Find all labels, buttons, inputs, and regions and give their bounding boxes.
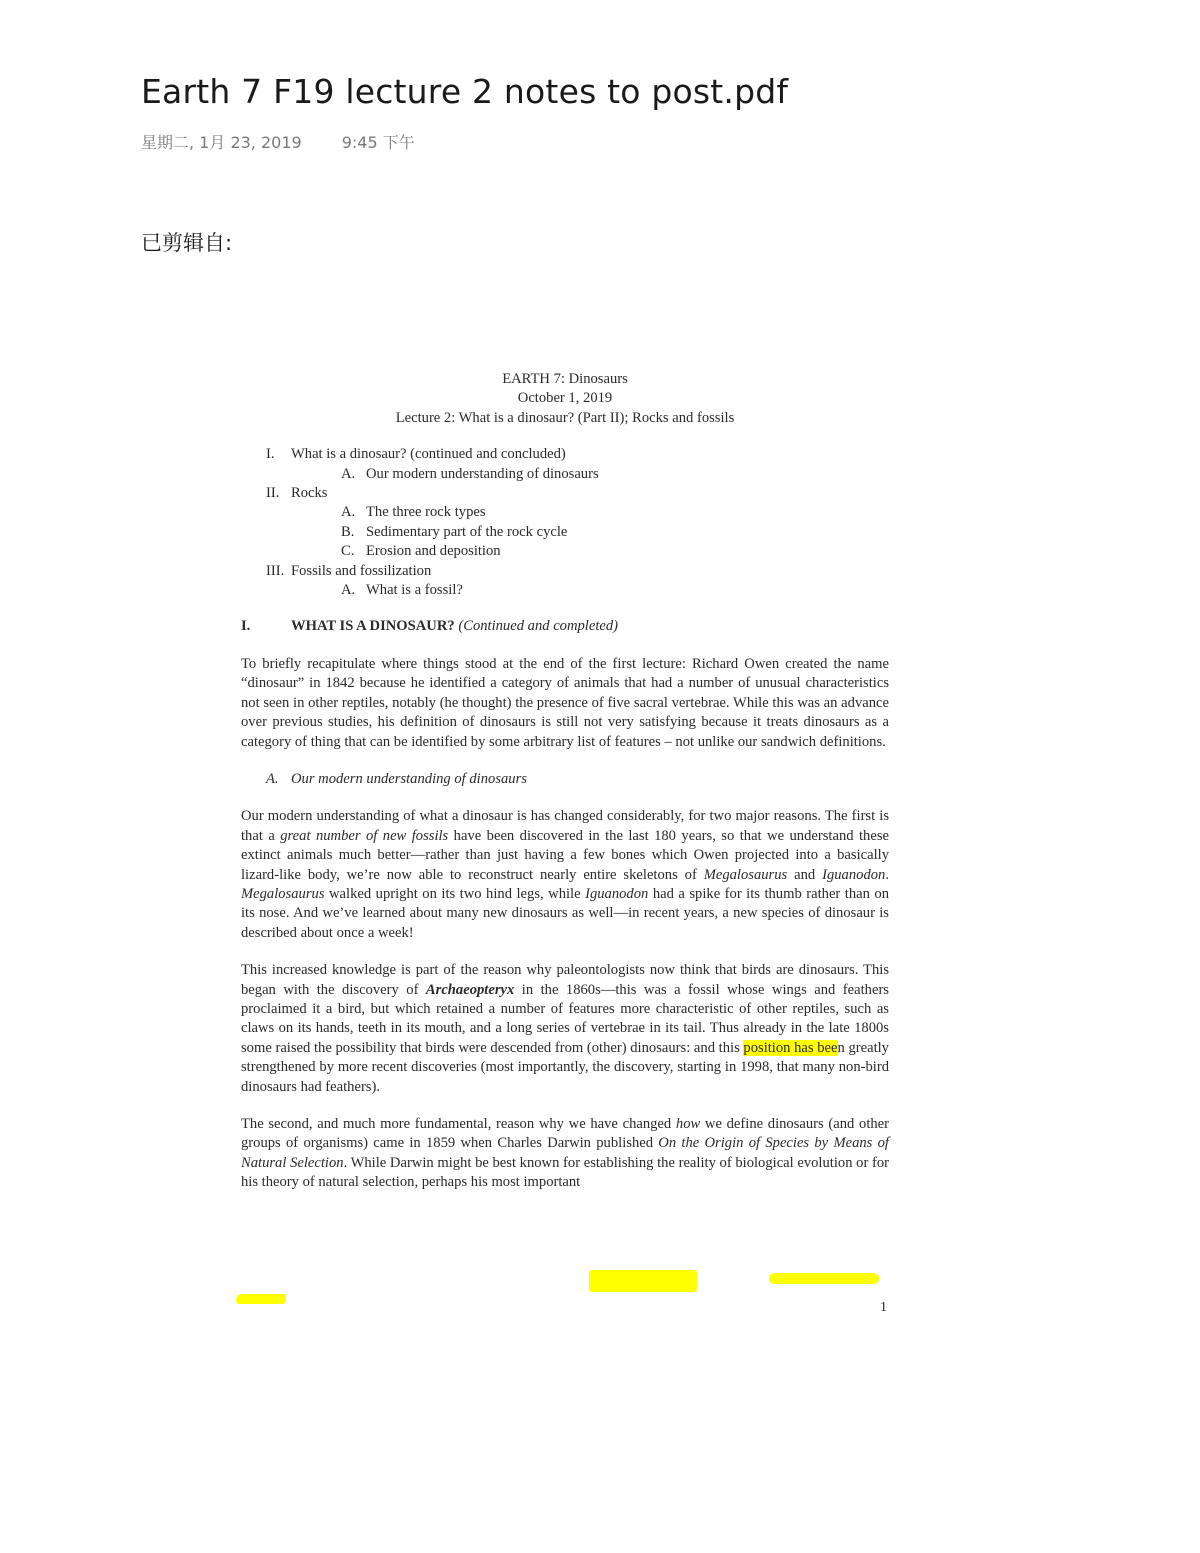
lecture-title: Lecture 2: What is a dinosaur? (Part II); Rocks and fossils: [395, 409, 735, 426]
highlighted-text: position has bee: [743, 1039, 838, 1056]
note-timestamp: [141, 130, 415, 153]
paragraph-darwin: The second, and much more fundamental, reason why we have changed how we define dinosaurs (and other groups of organisms) came in 1859 when Charles Darwin published On the Origin of Species by Means of Natural Selection. While Darwin might be best known for establishing the reality of biological evolution or for his theory of natural selection, perhaps his most important: [241, 1116, 890, 1191]
subsection-heading: A. Our modern understanding of dinosaurs: [266, 770, 527, 787]
outline-item: I. What is a dinosaur? (continued and concluded): [266, 446, 566, 463]
note-title: Earth 7 F19 lecture 2 notes to post.pdf: [141, 72, 789, 111]
outline-subitem: A. The three rock types: [341, 504, 486, 521]
lecture-outline: [266, 445, 889, 600]
paragraph-recap: To briefly recapitulate where things stood at the end of the first lecture: Richard Owen created the name “dinosaur” in 1842 because he identified a category of animals that had a number of unusual characteristics not seen in other reptiles, notably (he thought) the presence of five sacral vertebrae. While this was an advance over previous studies, his definition of dinosaurs is still not very satisfying because it treats dinosaurs as a category of thing that can be identified by some arbitrary list of features – not unlike our sandwich definitions.: [241, 655, 889, 750]
highlighter-mark: [236, 1294, 286, 1304]
outline-item: III. Fossils and fossilization: [266, 562, 432, 579]
clipped-pdf-page: [241, 370, 889, 1193]
page-number: 1: [880, 1300, 887, 1315]
highlighter-mark: [589, 1270, 697, 1292]
course-title: EARTH 7: Dinosaurs: [502, 371, 628, 387]
outline-item: II. Rocks: [266, 485, 328, 502]
paragraph-modern-understanding: Our modern understanding of what a dinosaur is has changed considerably, for two major reasons. The first is that a great number of new fossils have been discovered in the last 180 years, so that we understand these extinct animals much better—rather than just having a few bones which Owen projected into a basically lizard-like body, we’re now able to reconstruct nearly entire skeletons of Megalosaurus and Iguanodon. Megalosaurus walked upright on its two hind legs, while Iguanodon had a spike for its thumb rather than on its nose. And we’ve learned about many new dinosaurs as well—in recent years, a new species of dinosaur is described about once a week!: [241, 808, 889, 941]
document-header: [241, 370, 889, 428]
outline-subitem: A. What is a fossil?: [341, 582, 463, 599]
note-date: 星期二, 1月 23, 2019: [141, 133, 302, 152]
outline-subitem: B. Sedimentary part of the rock cycle: [341, 523, 568, 540]
note-time: 9:45 下午: [341, 133, 415, 152]
paragraph-birds-are-dinosaurs: This increased knowledge is part of the reason why paleontologists now think that birds are dinosaurs. This began with the discovery of Archaeopteryx in the 1860s—this was a fossil whose wings and feathers proclaimed it a bird, but which retained a number of features more characteristic of other reptiles, such as claws on its hands, teeth in its mouth, and a long series of vertebrae in its tail. Thus already in the late 1800s some raised the possibility that birds were descended from (other) dinosaurs: and this position has been greatly strengthened by more recent discoveries (most importantly, the discovery, starting in 1998, that many non-bird dinosaurs had feathers).: [241, 962, 889, 1095]
clipped-from-label: 已剪辑自:: [141, 231, 233, 255]
section-heading: I. WHAT IS A DINOSAUR? (Continued and completed): [241, 618, 619, 635]
outline-subitem: A. Our modern understanding of dinosaurs: [341, 465, 599, 482]
outline-subitem: C. Erosion and deposition: [341, 543, 501, 560]
lecture-date: October 1, 2019: [517, 390, 613, 407]
highlighter-mark: [769, 1273, 879, 1284]
